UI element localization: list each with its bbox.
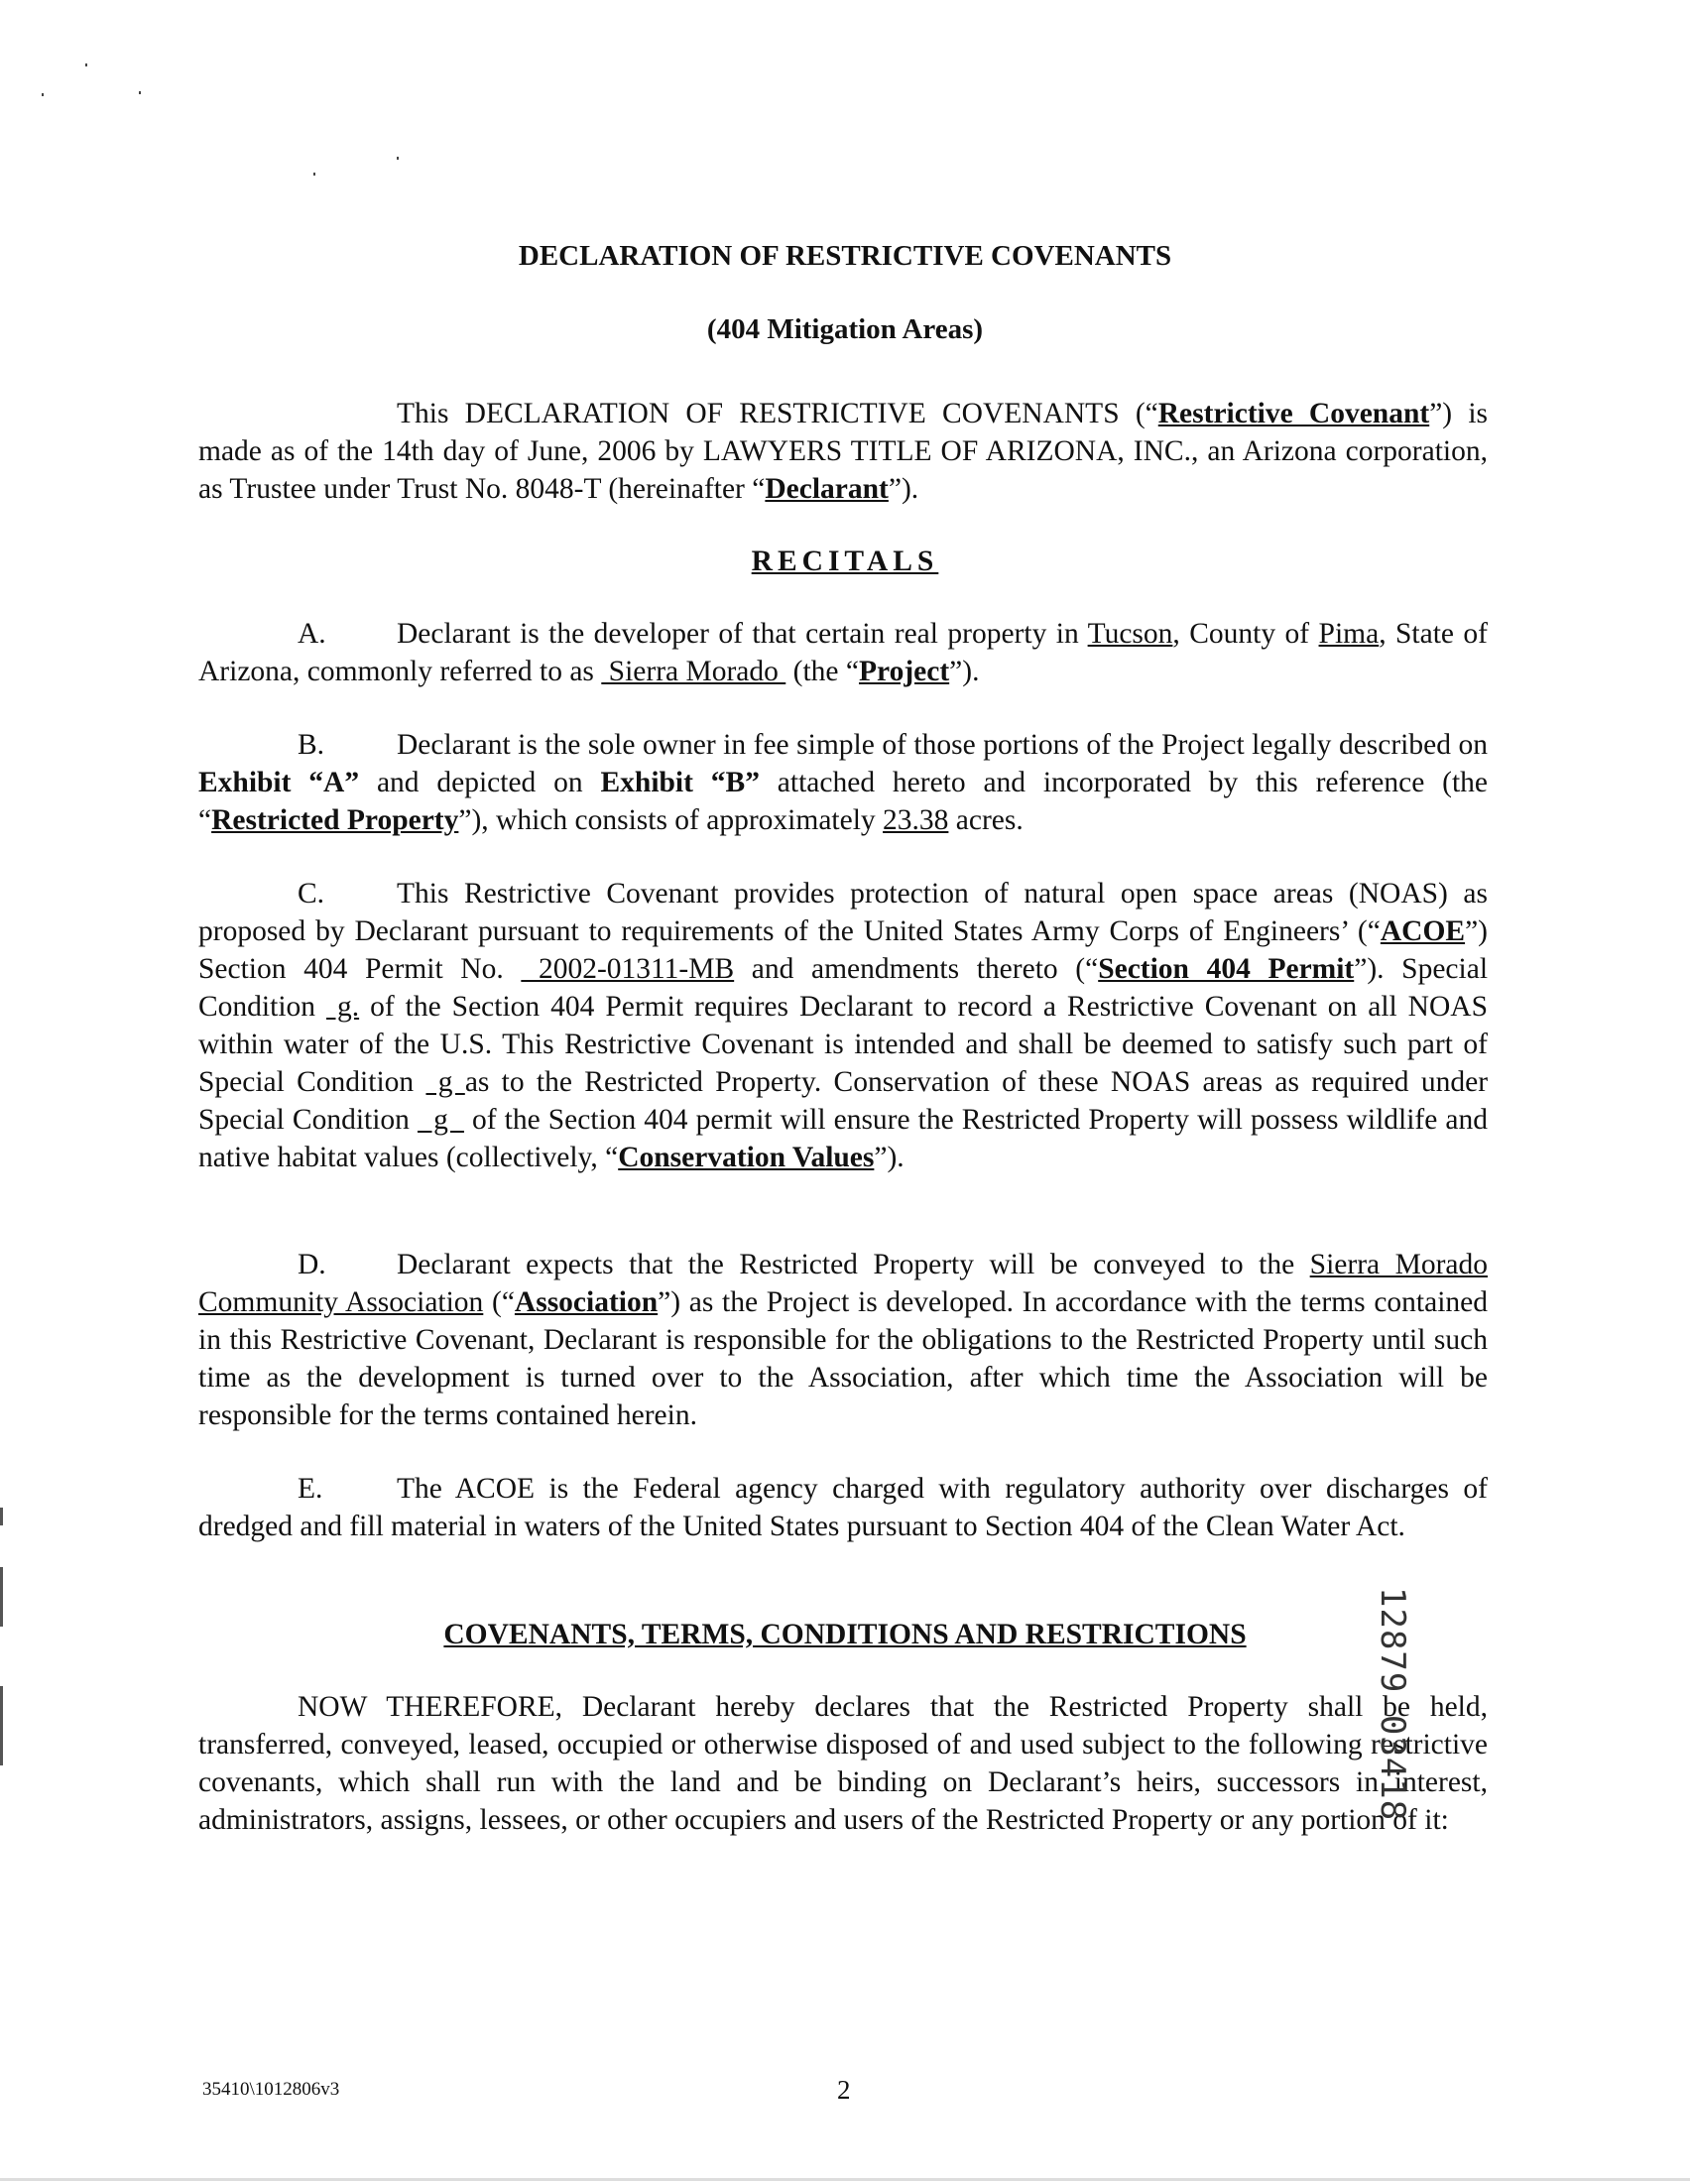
intro-paragraph: This DECLARATION OF RESTRICTIVE COVENANTS (“Restrictive Covenant”) is made as of the 14th day of June, 2006 by LAWYERS TITLE OF ARIZONA, INC., an Arizona corporation, as Trustee under Trust No. 8048-T (hereinafter “Declarant”). [198,398,1489,505]
scan-edge-mark [0,1686,3,1765]
document-title: DECLARATION OF RESTRICTIVE COVENANTS [518,240,1172,272]
scan-bottom-edge [0,2178,1690,2181]
recital-b: B. Declarant is the sole owner in fee simple of those portions of the Project legally described on Exhibit “A” and depicted on Exhibit “B” attached hereto and incorporated by this reference (the “Restricted Property”), which consists of approximately 23.38 acres. [198,726,1488,839]
recital-label: D. [298,1249,326,1280]
scan-speck [42,93,44,96]
recital-label: E. [298,1473,323,1505]
scan-speck [313,173,315,176]
defined-term: Restricted Property [211,804,459,836]
recital-label: A. [298,618,326,650]
recital-e: E. The ACOE is the Federal agency charged with regulatory authority over discharges of dredged and fill material in waters of the United States pursuant to Section 404 of the Clean Water Act. [198,1470,1488,1545]
scan-edge-mark [0,1567,3,1627]
defined-term: Restrictive Covenant [1157,398,1430,429]
page-number: 2 [837,2075,851,2105]
scan-speck [397,157,399,160]
recital-c: C. This Restrictive Covenant provides protection of natural open space areas (NOAS) as proposed by Declarant pursuant to requirements of the United States Army Corps of Engineers’ (“ACOE”) Section 404 Permit No. 2002-01311-MB and amendments thereto (“Section 404 Permit”). Special Condition g. of the Section 404 Permit requires Declarant to record a Restrictive Covenant on all NOAS within water of the U.S. This Restrictive Covenant is intended and shall be deemed to satisfy such part of Special Condition g as to the Restricted Property. Conservation of these NOAS areas as required under Special Condition g of the Section 404 permit will ensure the Restricted Property will possess wildlife and native habitat values (collectively, “Conservation Values”). [198,875,1488,1176]
defined-term: Declarant [765,473,889,505]
scan-speck [139,91,141,94]
defined-term: Conservation Values [618,1142,875,1173]
document-subtitle: (404 Mitigation Areas) [706,313,984,345]
defined-term: Project [858,656,950,687]
covenants-paragraph: NOW THEREFORE, Declarant hereby declares that the Restricted Property shall be held, transferred, conveyed, leased, occupied or otherwise disposed of and used subject to the following restrictive covenants, which shall run with the land and be binding on Declarant’s heirs, successors in interest, administrators, assigns, lessees, or other occupiers and users of the Restricted Property or any portion of it: [198,1691,1488,1836]
covenants-heading: COVENANTS, TERMS, CONDITIONS AND RESTRICTIONS [443,1619,1247,1650]
recital-label: B. [298,729,325,761]
defined-term: Association [514,1286,659,1318]
defined-term: Section 404 Permit [1098,953,1355,985]
recital-label: C. [298,878,325,910]
defined-term: ACOE [1380,915,1466,947]
recording-stamp: 12879 03418 [1373,1587,1412,1822]
recital-a: A. Declarant is the developer of that certain real property in Tucson, County of Pima, State of Arizona, commonly referred to as Sierra Morado (the “Project”). [198,615,1488,690]
scan-edge-mark [0,1508,3,1525]
scan-speck [85,63,87,66]
footer-doc-id: 35410\1012806v3 [202,2079,340,2100]
recitals-heading: RECITALS [751,546,939,577]
recital-d: D. Declarant expects that the Restricted Property will be conveyed to the Sierra Morado Community Association (“Association”) as the Project is developed. In accordance with the terms contained in this Restrictive Covenant, Declarant is responsible for the obligations to the Restricted Property until such time as the development is turned over to the Association, after which time the Association will be responsible for the terms contained herein. [198,1246,1488,1434]
